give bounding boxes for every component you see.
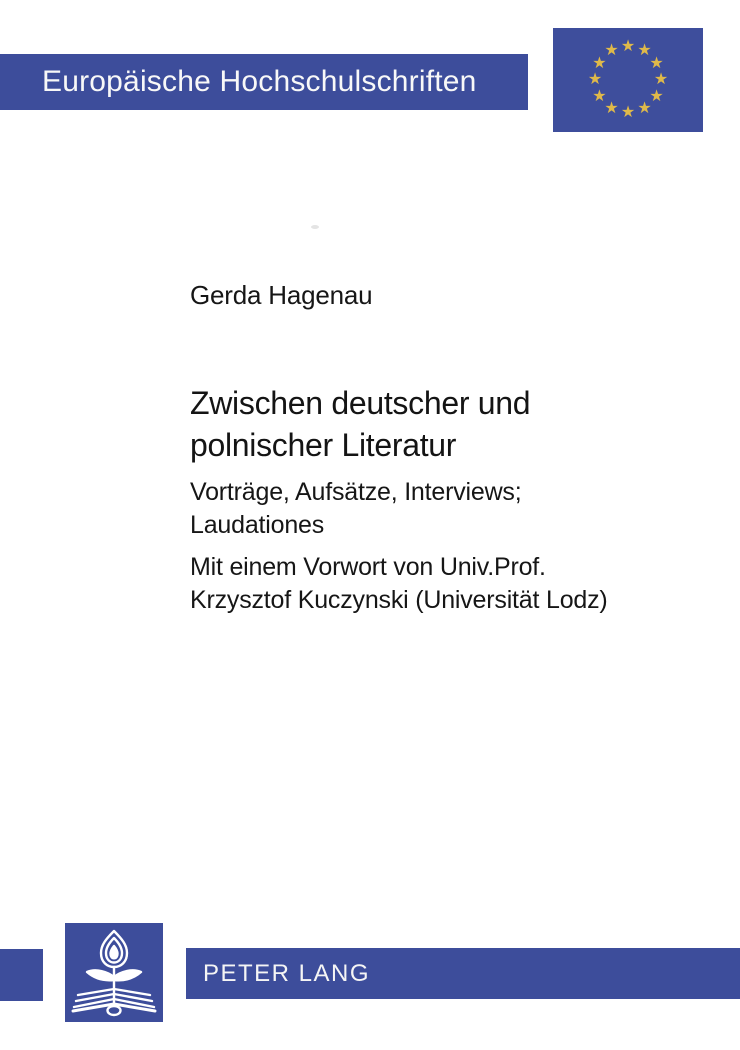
- star-icon: ★: [620, 38, 636, 55]
- publisher-bar: [186, 948, 740, 999]
- star-icon: ★: [592, 87, 607, 105]
- star-icon: ★: [637, 99, 652, 117]
- series-banner: [0, 54, 528, 110]
- foreword-note: [190, 551, 608, 617]
- star-icon: ★: [649, 87, 664, 105]
- eu-flag: [553, 28, 703, 132]
- author-name-text: Gerda Hagenau: [190, 280, 373, 310]
- book-title-line2: polnischer Literatur: [190, 427, 457, 463]
- star-icon: ★: [592, 54, 607, 72]
- book-subtitle-line2: Laudationes: [190, 511, 325, 539]
- star-icon: ★: [620, 104, 636, 121]
- star-icon: ★: [604, 99, 619, 117]
- author-name: [190, 280, 372, 310]
- foreword-line1: Mit einem Vorwort von Univ.Prof.: [190, 553, 546, 581]
- peter-lang-logo-icon: [65, 923, 163, 1022]
- book-title: [190, 382, 530, 466]
- publisher-logo: [65, 923, 163, 1022]
- star-icon: ★: [587, 71, 603, 88]
- star-icon: ★: [604, 42, 619, 60]
- star-icon: ★: [653, 71, 669, 88]
- book-subtitle-line1: Vorträge, Aufsätze, Interviews;: [190, 478, 522, 506]
- book-subtitle: [190, 476, 521, 542]
- left-accent-bar: [0, 949, 43, 1001]
- series-title: Europäische Hochschulschriften: [42, 65, 477, 98]
- book-title-line1: Zwischen deutscher und: [190, 385, 531, 421]
- star-icon: ★: [649, 54, 664, 72]
- publisher-name: PETER LANG: [203, 959, 371, 987]
- star-icon: ★: [637, 42, 652, 60]
- scan-speck: [311, 225, 319, 229]
- foreword-line2: Krzysztof Kuczynski (Universität Lodz): [190, 586, 608, 614]
